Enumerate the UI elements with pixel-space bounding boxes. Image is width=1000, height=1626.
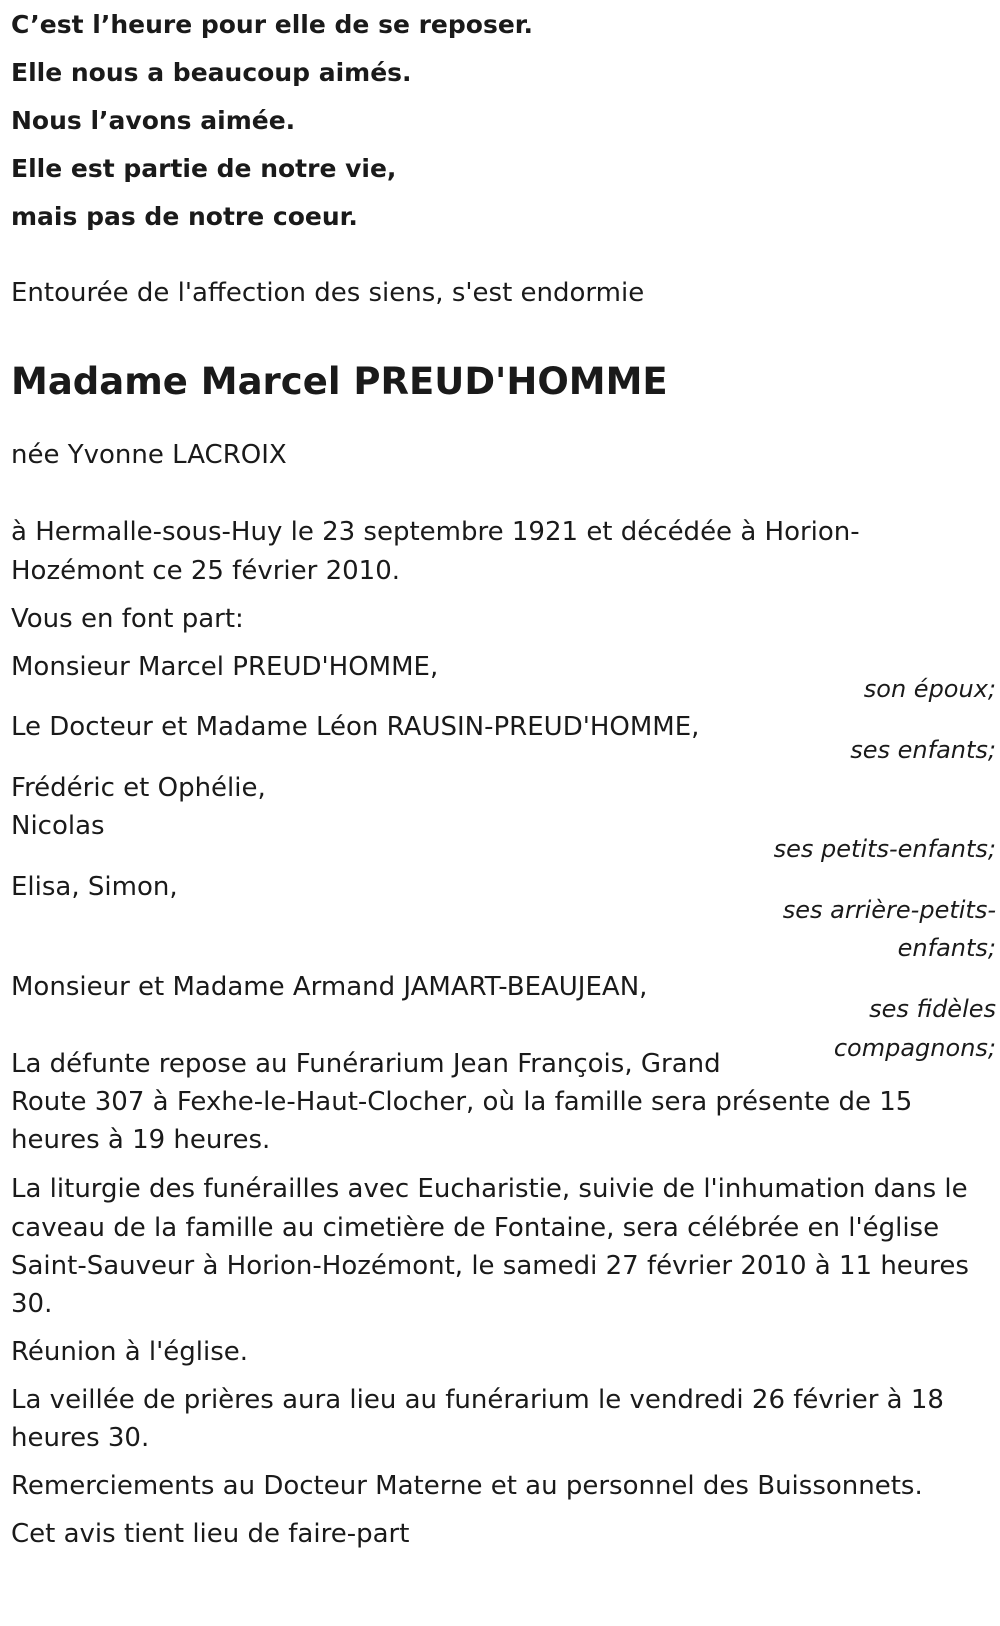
poem-line-3: Nous l’avons aimée.: [11, 106, 296, 135]
deceased-name: Madame Marcel PREUD'HOMME: [11, 360, 668, 403]
grandchildren-relation: ses petits-enfants;: [773, 835, 996, 863]
poem-line-2: Elle nous a beaucoup aimés.: [11, 58, 412, 87]
children-relation: ses enfants;: [850, 736, 996, 764]
grandchildren-line-1: Frédéric et Ophélie,: [11, 773, 266, 803]
poem-line-1: C’est l’heure pour elle de se reposer.: [11, 10, 534, 39]
vigil-line-1: La veillée de prières aura lieu au funérarium le vendredi 26 février à 18: [11, 1385, 944, 1415]
great-grandchildren-relation-1: ses arrière-petits-: [782, 896, 996, 924]
companions-relation-1: ses fidèles: [869, 995, 996, 1023]
birth-death-line-2: Hozémont ce 25 février 2010.: [11, 556, 401, 586]
great-grandchildren-relation-2: enfants;: [897, 934, 996, 962]
funerarium-line-3: heures à 19 heures.: [11, 1125, 271, 1155]
grandchildren-line-2: Nicolas: [11, 811, 105, 841]
closing-text: Cet avis tient lieu de faire-part: [11, 1519, 410, 1549]
birth-death-line-1: à Hermalle-sous-Huy le 23 septembre 1921 et décédée à Horion-: [11, 517, 860, 547]
companions-relation-2: compagnons;: [833, 1034, 996, 1062]
children-name: Le Docteur et Madame Léon RAUSIN-PREUD'HOMME,: [11, 712, 700, 742]
poem-line-4: Elle est partie de notre vie,: [11, 154, 397, 183]
great-grandchildren-name: Elisa, Simon,: [11, 872, 178, 902]
maiden-name: née Yvonne LACROIX: [11, 440, 287, 470]
spouse-relation: son époux;: [863, 675, 996, 703]
announce-text: Vous en font part:: [11, 604, 244, 634]
companions-name: Monsieur et Madame Armand JAMART-BEAUJEAN,: [11, 972, 648, 1002]
thanks-text: Remerciements au Docteur Materne et au personnel des Buissonnets.: [11, 1471, 923, 1501]
funerarium-line-2: Route 307 à Fexhe-le-Haut-Clocher, où la famille sera présente de 15: [11, 1087, 913, 1117]
liturgy-line-2: caveau de la famille au cimetière de Fontaine, sera célébrée en l'église: [11, 1213, 940, 1243]
liturgy-line-4: 30.: [11, 1289, 53, 1319]
intro-text: Entourée de l'affection des siens, s'est endormie: [11, 278, 645, 308]
liturgy-line-1: La liturgie des funérailles avec Eucharistie, suivie de l'inhumation dans le: [11, 1174, 968, 1204]
poem-line-5: mais pas de notre coeur.: [11, 202, 358, 231]
spouse-name: Monsieur Marcel PREUD'HOMME,: [11, 652, 439, 682]
funerarium-line-1: La défunte repose au Funérarium Jean François, Grand: [11, 1049, 721, 1079]
liturgy-line-3: Saint-Sauveur à Horion-Hozémont, le samedi 27 février 2010 à 11 heures: [11, 1251, 969, 1281]
vigil-line-2: heures 30.: [11, 1423, 150, 1453]
meeting-text: Réunion à l'église.: [11, 1337, 249, 1367]
